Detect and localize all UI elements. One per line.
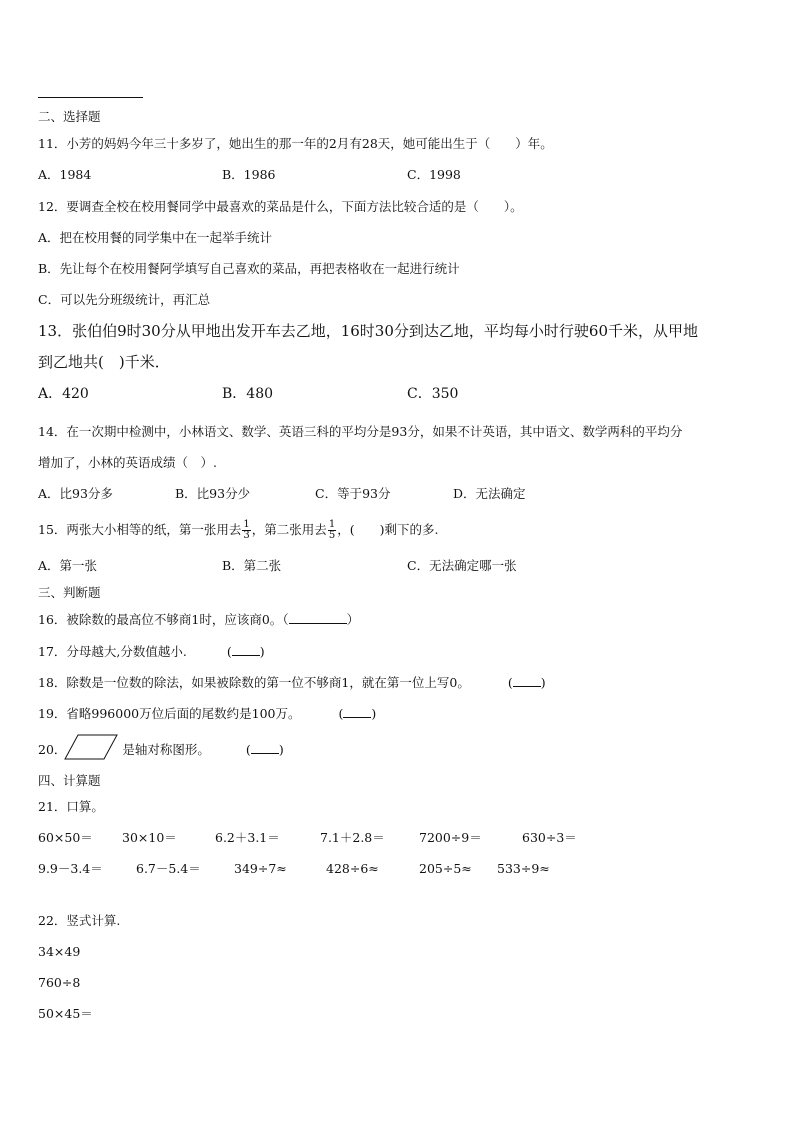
q15-text-post: ，( )剩下的多. [337, 522, 439, 537]
q17-answer-blank[interactable] [232, 643, 260, 656]
q15-fraction-1 [242, 520, 250, 541]
q16-paren-close: ） [346, 612, 360, 627]
q15-option-b[interactable]: B．第二张 [222, 558, 282, 573]
q18-paren-close: ) [540, 675, 546, 690]
q20-paren-open: ( [245, 742, 251, 757]
q14-option-c[interactable]: C．等于93分 [315, 486, 391, 501]
q18-text: 18．除数是一位数的除法，如果被除数的第一位不够商1，就在第一位上写0。 [38, 675, 470, 690]
q20-answer-blank[interactable] [251, 741, 279, 754]
q19-text: 19．省略996000万位后面的尾数约是100万。 [38, 706, 301, 721]
question-11: 11．小芳的妈妈今年三十多岁了，她出生的那一年的2月有28天，她可能出生于（ ）年。 [38, 136, 553, 151]
q12-option-c[interactable]: C．可以先分班级统计，再汇总 [38, 292, 211, 307]
q15-text-pre: 15．两张大小相等的纸，第一张用去 [38, 522, 242, 537]
mental-calc-item: 428÷6≈ [326, 861, 379, 876]
mental-calc-item: 9.9－3.4＝ [38, 861, 103, 876]
vertical-calc-item: 760÷8 [38, 975, 81, 990]
q18-paren-open: ( [507, 675, 513, 690]
q20-text-post: 是轴对称图形。 [122, 742, 210, 757]
q15-text-mid: ，第二张用去 [251, 522, 327, 537]
q12-option-b[interactable]: B．先让每个在校用餐阿学填写自己喜欢的菜品，再把表格收在一起进行统计 [38, 261, 460, 276]
q11-option-c[interactable]: C．1998 [407, 167, 461, 182]
q15-fraction-2 [328, 520, 336, 541]
question-22-title: 22．竖式计算. [38, 913, 121, 928]
q17-paren-close: ) [259, 644, 265, 659]
q14-option-d[interactable]: D．无法确定 [453, 486, 526, 501]
q17-paren-open: ( [226, 644, 232, 659]
parallelogram-figure [64, 734, 118, 760]
header-rule [38, 97, 143, 98]
q16-text: 16．被除数的最高位不够商1时，应该商0。 [38, 612, 283, 627]
mental-calc-item: 7200÷9＝ [419, 830, 482, 845]
q11-option-b[interactable]: B．1986 [222, 167, 276, 182]
question-17 [38, 643, 265, 660]
section-title-judge: 三、判断题 [38, 585, 101, 600]
section-title-calc: 四、计算题 [38, 773, 101, 788]
q15-fraction-2-den: 5 [328, 530, 336, 541]
mental-calc-item: 6.7－5.4＝ [136, 861, 201, 876]
section-title-choice: 二、选择题 [38, 109, 101, 124]
q16-paren-open: （ [282, 612, 289, 627]
q19-paren-open: ( [338, 706, 344, 721]
q14-option-b[interactable]: B．比93分少 [175, 486, 251, 501]
q19-answer-blank[interactable] [343, 705, 371, 718]
q11-option-a[interactable]: A．1984 [38, 167, 92, 182]
question-13-line2: 到乙地共( )千米． [38, 353, 170, 371]
mental-calc-item: 60×50＝ [38, 830, 93, 845]
q19-paren-close: ) [371, 706, 377, 721]
q17-text: 17．分母越大,分数值越小. [38, 644, 187, 659]
mental-calc-item: 6.2＋3.1＝ [215, 830, 280, 845]
question-15 [38, 517, 438, 543]
q15-fraction-2-num: 1 [328, 519, 336, 530]
question-12: 12．要调查全校在校用餐同学中最喜欢的菜品是什么，下面方法比较合适的是（ ）。 [38, 199, 523, 214]
q13-option-c[interactable]: C．350 [407, 386, 459, 402]
mental-calc-item: 7.1＋2.8＝ [320, 830, 385, 845]
q15-option-a[interactable]: A．第一张 [38, 558, 98, 573]
question-13-line1: 13．张伯伯9时30分从甲地出发开车去乙地，16时30分到达乙地，平均每小时行驶60千米，从甲地 [38, 322, 698, 340]
mental-calc-item: 533÷9≈ [497, 861, 550, 876]
question-14-line1: 14．在一次期中检测中，小林语文、数学、英语三科的平均分是93分，如果不计英语，其中语文、数学两科的平均分 [38, 424, 683, 439]
vertical-calc-item: 50×45＝ [38, 1006, 93, 1021]
question-21-title: 21．口算。 [38, 799, 104, 814]
vertical-calc-item: 34×49 [38, 944, 81, 959]
q13-option-b[interactable]: B．480 [222, 386, 274, 402]
mental-calc-item: 349÷7≈ [234, 861, 287, 876]
mental-calc-item: 630÷3＝ [522, 830, 577, 845]
q14-option-a[interactable]: A．比93分多 [38, 486, 113, 501]
mental-calc-item: 205÷5≈ [419, 861, 472, 876]
q12-option-a[interactable]: A．把在校用餐的同学集中在一起举手统计 [38, 230, 273, 245]
q20-paren-close: ) [278, 742, 284, 757]
q18-answer-blank[interactable] [513, 674, 541, 687]
q13-option-a[interactable]: A．420 [38, 386, 89, 402]
question-19 [38, 705, 376, 722]
question-14-line2: 增加了，小林的英语成绩（ ）. [38, 455, 217, 470]
q20-text-pre: 20． [38, 742, 67, 757]
q16-answer-blank[interactable] [289, 611, 347, 624]
q15-option-c[interactable]: C．无法确定哪一张 [407, 558, 517, 573]
q15-fraction-1-den: 3 [243, 530, 250, 541]
q15-fraction-1-num: 1 [243, 519, 250, 530]
question-16 [38, 611, 359, 628]
mental-calc-item: 30×10＝ [122, 830, 177, 845]
question-18 [38, 674, 546, 691]
